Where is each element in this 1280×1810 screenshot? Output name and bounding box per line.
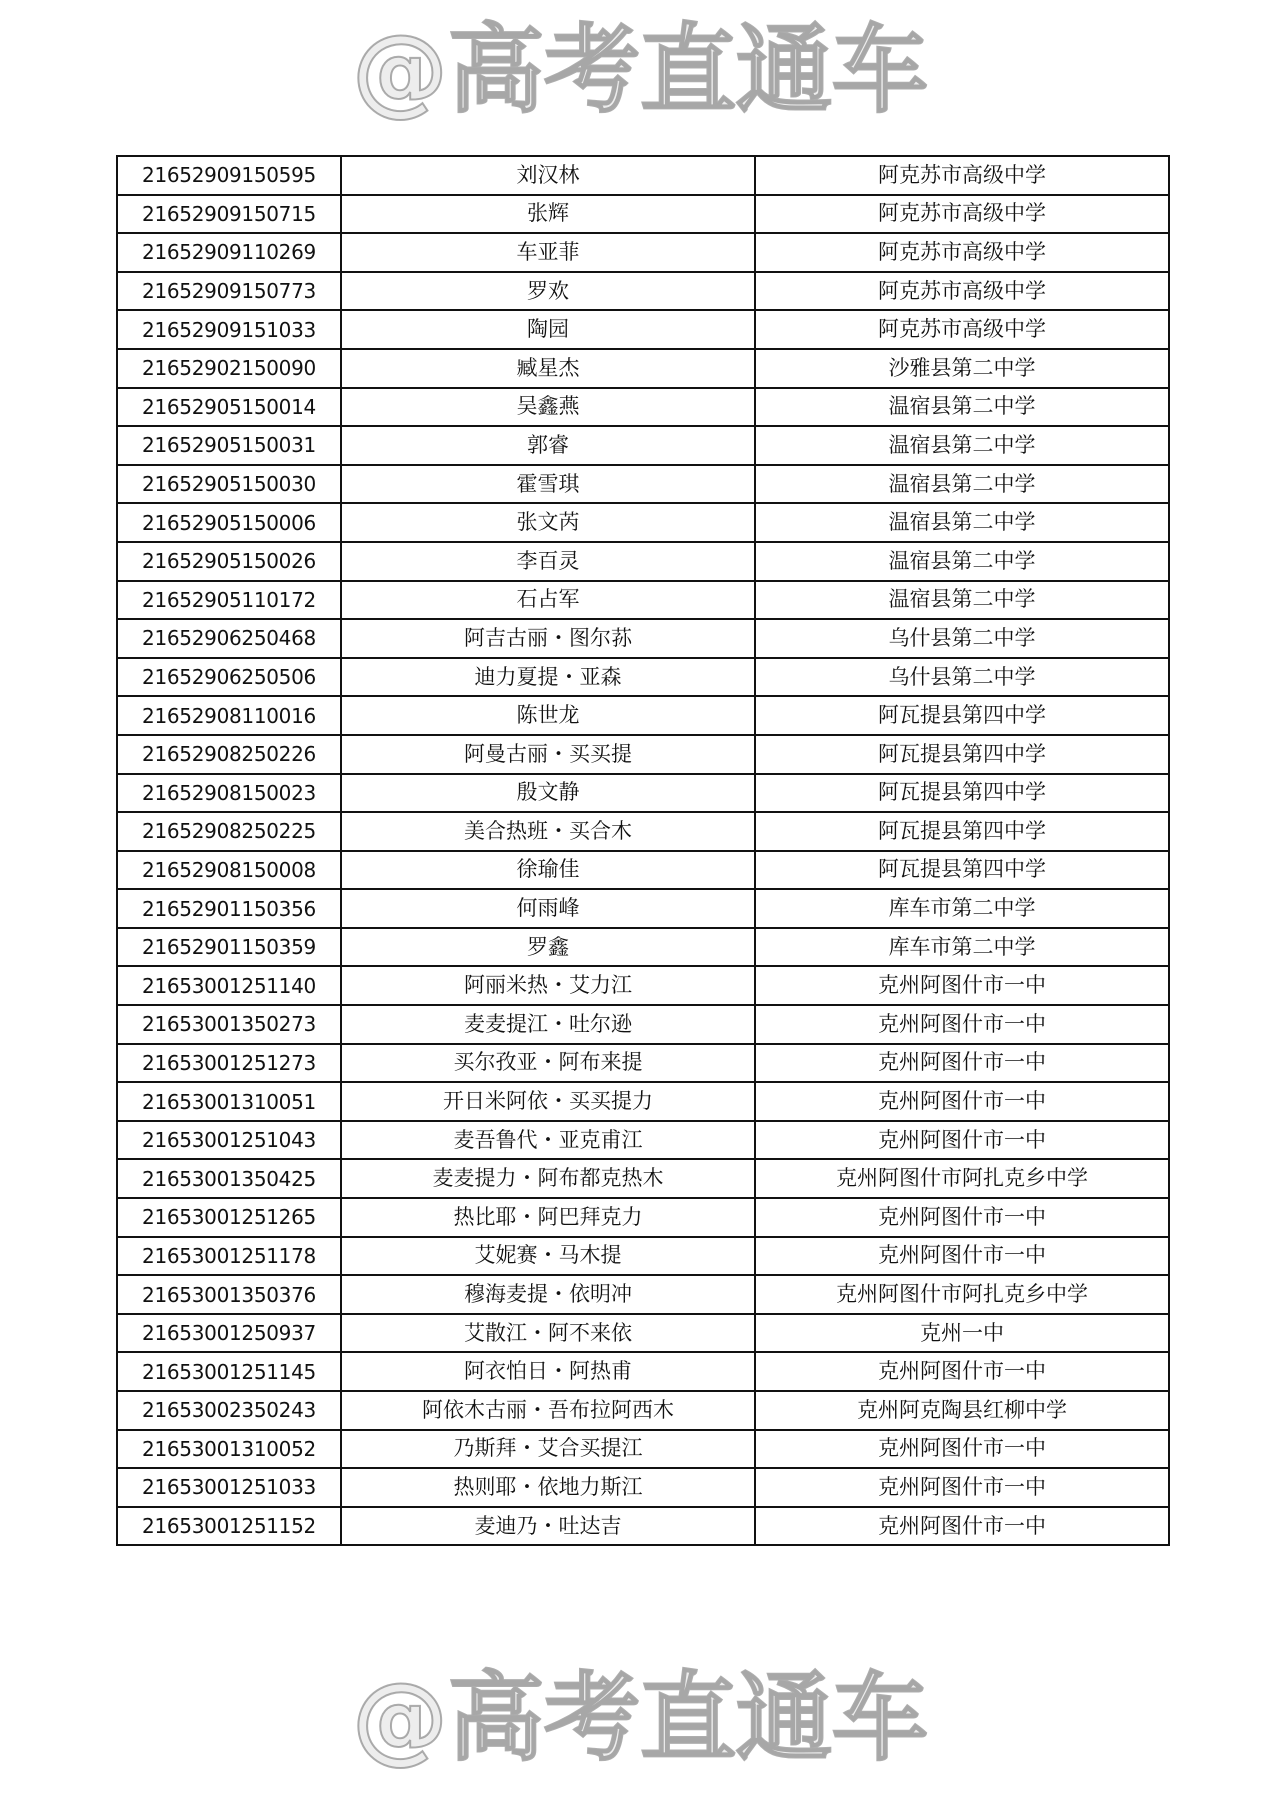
table-row [117, 696, 1169, 735]
student-name-cell: 陶园 [341, 310, 755, 349]
table-row [117, 1198, 1169, 1237]
table-row [117, 812, 1169, 851]
student-name-cell: 热则耶・依地力斯江 [341, 1468, 755, 1507]
student-name-cell: 乃斯拜・艾合买提江 [341, 1430, 755, 1469]
exam-id-cell: 21653001310051 [117, 1082, 341, 1121]
school-cell: 库车市第二中学 [755, 889, 1169, 928]
exam-id-cell: 21652909150773 [117, 272, 341, 311]
student-name-cell: 麦麦提江・吐尔逊 [341, 1005, 755, 1044]
student-name-cell: 开日米阿依・买买提力 [341, 1082, 755, 1121]
school-cell: 克州阿图什市一中 [755, 1044, 1169, 1083]
exam-id-cell: 21652906250506 [117, 658, 341, 697]
school-cell: 阿克苏市高级中学 [755, 310, 1169, 349]
exam-id-cell: 21652906250468 [117, 619, 341, 658]
student-name-cell: 买尔孜亚・阿布来提 [341, 1044, 755, 1083]
school-cell: 温宿县第二中学 [755, 388, 1169, 427]
table-row [117, 581, 1169, 620]
student-name-cell: 何雨峰 [341, 889, 755, 928]
exam-id-cell: 21653001350376 [117, 1275, 341, 1314]
student-name-cell: 罗欢 [341, 272, 755, 311]
table-row [117, 233, 1169, 272]
exam-id-cell: 21652908250225 [117, 812, 341, 851]
table-row [117, 966, 1169, 1005]
student-name-cell: 美合热班・买合木 [341, 812, 755, 851]
table-row [117, 658, 1169, 697]
table-row [117, 774, 1169, 813]
exam-id-cell: 21653001251273 [117, 1044, 341, 1083]
table-row [117, 1430, 1169, 1469]
table-row [117, 619, 1169, 658]
student-roster-table [116, 155, 1170, 1546]
student-name-cell: 张文芮 [341, 503, 755, 542]
exam-id-cell: 21653001251140 [117, 966, 341, 1005]
student-name-cell: 麦麦提力・阿布都克热木 [341, 1159, 755, 1198]
student-name-cell: 阿吉古丽・图尔荪 [341, 619, 755, 658]
student-name-cell: 麦迪乃・吐达吉 [341, 1507, 755, 1546]
table-row [117, 465, 1169, 504]
school-cell: 沙雅县第二中学 [755, 349, 1169, 388]
watermark-text: @高考直通车 [352, 1662, 928, 1774]
school-cell: 阿瓦提县第四中学 [755, 735, 1169, 774]
table-row [117, 928, 1169, 967]
table-row [117, 195, 1169, 234]
school-cell: 阿克苏市高级中学 [755, 195, 1169, 234]
table-row [117, 1275, 1169, 1314]
student-name-cell: 张辉 [341, 195, 755, 234]
school-cell: 克州阿图什市一中 [755, 1468, 1169, 1507]
exam-id-cell: 21652905150014 [117, 388, 341, 427]
school-cell: 克州阿图什市阿扎克乡中学 [755, 1275, 1169, 1314]
exam-id-cell: 21653001250937 [117, 1314, 341, 1353]
exam-id-cell: 21652909151033 [117, 310, 341, 349]
exam-id-cell: 21652905150030 [117, 465, 341, 504]
student-name-cell: 罗鑫 [341, 928, 755, 967]
school-cell: 乌什县第二中学 [755, 658, 1169, 697]
table-row [117, 503, 1169, 542]
exam-id-cell: 21653001251033 [117, 1468, 341, 1507]
student-name-cell: 迪力夏提・亚森 [341, 658, 755, 697]
school-cell: 温宿县第二中学 [755, 581, 1169, 620]
exam-id-cell: 21652909110269 [117, 233, 341, 272]
table-row [117, 388, 1169, 427]
exam-id-cell: 21653002350243 [117, 1391, 341, 1430]
school-cell: 阿瓦提县第四中学 [755, 812, 1169, 851]
school-cell: 克州阿图什市一中 [755, 966, 1169, 1005]
table-row [117, 272, 1169, 311]
exam-id-cell: 21652901150356 [117, 889, 341, 928]
exam-id-cell: 21652905150031 [117, 426, 341, 465]
student-name-cell: 麦吾鲁代・亚克甫江 [341, 1121, 755, 1160]
school-cell: 乌什县第二中学 [755, 619, 1169, 658]
exam-id-cell: 21652908150008 [117, 851, 341, 890]
school-cell: 克州阿图什市一中 [755, 1507, 1169, 1546]
school-cell: 阿克苏市高级中学 [755, 272, 1169, 311]
exam-id-cell: 21652908150023 [117, 774, 341, 813]
table-row [117, 1468, 1169, 1507]
school-cell: 克州阿图什市一中 [755, 1121, 1169, 1160]
exam-id-cell: 21652908110016 [117, 696, 341, 735]
exam-id-cell: 21653001251178 [117, 1237, 341, 1276]
table-row [117, 735, 1169, 774]
table-row [117, 1314, 1169, 1353]
school-cell: 温宿县第二中学 [755, 503, 1169, 542]
school-cell: 克州阿图什市一中 [755, 1430, 1169, 1469]
exam-id-cell: 21652905150006 [117, 503, 341, 542]
exam-id-cell: 21652905110172 [117, 581, 341, 620]
table-row [117, 889, 1169, 928]
exam-id-cell: 21653001350273 [117, 1005, 341, 1044]
school-cell: 阿瓦提县第四中学 [755, 774, 1169, 813]
table-row [117, 1507, 1169, 1546]
student-name-cell: 李百灵 [341, 542, 755, 581]
table-row [117, 426, 1169, 465]
student-name-cell: 车亚菲 [341, 233, 755, 272]
watermark-text: @高考直通车 [352, 14, 928, 126]
school-cell: 克州阿图什市一中 [755, 1237, 1169, 1276]
table-row [117, 542, 1169, 581]
exam-id-cell: 21652901150359 [117, 928, 341, 967]
student-name-cell: 刘汉林 [341, 156, 755, 195]
student-name-cell: 穆海麦提・依明冲 [341, 1275, 755, 1314]
table-row [117, 1159, 1169, 1198]
student-name-cell: 臧星杰 [341, 349, 755, 388]
student-name-cell: 艾散江・阿不来依 [341, 1314, 755, 1353]
student-name-cell: 石占军 [341, 581, 755, 620]
student-name-cell: 热比耶・阿巴拜克力 [341, 1198, 755, 1237]
school-cell: 克州阿图什市阿扎克乡中学 [755, 1159, 1169, 1198]
school-cell: 克州阿图什市一中 [755, 1082, 1169, 1121]
table-row [117, 349, 1169, 388]
school-cell: 阿克苏市高级中学 [755, 233, 1169, 272]
student-name-cell: 陈世龙 [341, 696, 755, 735]
school-cell: 克州阿克陶县红柳中学 [755, 1391, 1169, 1430]
school-cell: 克州阿图什市一中 [755, 1005, 1169, 1044]
school-cell: 克州阿图什市一中 [755, 1198, 1169, 1237]
table-row [117, 1082, 1169, 1121]
student-name-cell: 霍雪琪 [341, 465, 755, 504]
school-cell: 温宿县第二中学 [755, 465, 1169, 504]
table-row [117, 1044, 1169, 1083]
exam-id-cell: 21652905150026 [117, 542, 341, 581]
school-cell: 阿瓦提县第四中学 [755, 851, 1169, 890]
school-cell: 阿瓦提县第四中学 [755, 696, 1169, 735]
table-row [117, 156, 1169, 195]
table-row [117, 1391, 1169, 1430]
student-name-cell: 阿衣怕日・阿热甫 [341, 1352, 755, 1391]
table-row [117, 1237, 1169, 1276]
table-row [117, 1005, 1169, 1044]
roster-body [117, 156, 1169, 1545]
school-cell: 温宿县第二中学 [755, 426, 1169, 465]
student-name-cell: 郭睿 [341, 426, 755, 465]
exam-id-cell: 21652902150090 [117, 349, 341, 388]
exam-id-cell: 21653001251145 [117, 1352, 341, 1391]
student-name-cell: 吴鑫燕 [341, 388, 755, 427]
student-name-cell: 艾妮赛・马木提 [341, 1237, 755, 1276]
table-row [117, 1352, 1169, 1391]
school-cell: 库车市第二中学 [755, 928, 1169, 967]
exam-id-cell: 21653001251265 [117, 1198, 341, 1237]
table-row [117, 310, 1169, 349]
exam-id-cell: 21652909150595 [117, 156, 341, 195]
student-name-cell: 阿依木古丽・吾布拉阿西木 [341, 1391, 755, 1430]
school-cell: 克州阿图什市一中 [755, 1352, 1169, 1391]
school-cell: 温宿县第二中学 [755, 542, 1169, 581]
table-row [117, 1121, 1169, 1160]
exam-id-cell: 21652909150715 [117, 195, 341, 234]
student-name-cell: 阿丽米热・艾力江 [341, 966, 755, 1005]
exam-id-cell: 21653001310052 [117, 1430, 341, 1469]
exam-id-cell: 21653001350425 [117, 1159, 341, 1198]
student-name-cell: 徐瑜佳 [341, 851, 755, 890]
school-cell: 阿克苏市高级中学 [755, 156, 1169, 195]
student-name-cell: 阿曼古丽・买买提 [341, 735, 755, 774]
student-name-cell: 殷文静 [341, 774, 755, 813]
exam-id-cell: 21652908250226 [117, 735, 341, 774]
exam-id-cell: 21653001251152 [117, 1507, 341, 1546]
table-row [117, 851, 1169, 890]
exam-id-cell: 21653001251043 [117, 1121, 341, 1160]
school-cell: 克州一中 [755, 1314, 1169, 1353]
